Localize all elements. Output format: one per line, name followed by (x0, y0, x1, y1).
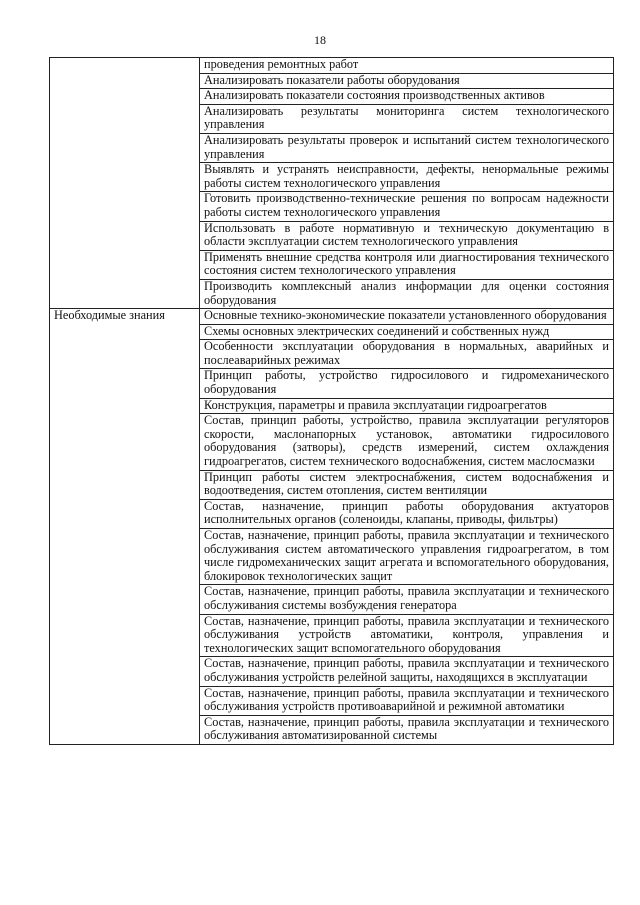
skill-cell: Анализировать результаты проверок и испытаний систем технологического управления (200, 133, 614, 162)
page-number: 18 (314, 33, 326, 47)
skill-cell: Анализировать показатели работы оборудования (200, 73, 614, 89)
knowledge-cell: Основные технико-экономические показатели установленного оборудования (200, 309, 614, 325)
knowledge-cell: Особенности эксплуатации оборудования в нормальных, аварийных и послеаварийных режимах (200, 340, 614, 369)
skills-label-cell (50, 58, 200, 309)
knowledge-cell: Состав, назначение, принцип работы, правила эксплуатации и технического обслуживания автоматизированной системы (200, 715, 614, 744)
skill-cell: Применять внешние средства контроля или диагностирования технического состояния систем технологического управления (200, 250, 614, 279)
knowledge-cell: Схемы основных электрических соединений и собственных нужд (200, 324, 614, 340)
knowledge-cell: Состав, назначение, принцип работы оборудования актуаторов исполнительных органов (соленоиды, клапаны, приводы, фильтры) (200, 499, 614, 528)
skill-cell: Готовить производственно-технические решения по вопросам надежности работы систем технологического управления (200, 192, 614, 221)
knowledge-cell: Конструкция, параметры и правила эксплуатации гидроагрегатов (200, 398, 614, 414)
knowledge-cell: Принцип работы, устройство гидросилового и гидромеханического оборудования (200, 369, 614, 398)
knowledge-cell: Состав, назначение, принцип работы, правила эксплуатации и технического обслуживания устройств противоаварийной и режимной автоматики (200, 686, 614, 715)
table-row (50, 58, 614, 74)
skill-cell: Использовать в работе нормативную и техническую документацию в области эксплуатации систем технологического управления (200, 221, 614, 250)
skill-cell: Анализировать показатели состояния производственных активов (200, 89, 614, 105)
table-row (50, 309, 614, 325)
knowledge-cell: Состав, назначение, принцип работы, правила эксплуатации и технического обслуживания системы возбуждения генератора (200, 585, 614, 614)
competency-table (49, 57, 614, 745)
skill-cell: Выявлять и устранять неисправности, дефекты, ненормальные режимы работы систем технологического управления (200, 163, 614, 192)
knowledge-label-cell: Необходимые знания (50, 309, 200, 745)
knowledge-cell: Состав, назначение, принцип работы, правила эксплуатации и технического обслуживания устройств релейной защиты, находящихся в эксплуатации (200, 657, 614, 686)
knowledge-cell: Состав, принцип работы, устройство, правила эксплуатации регуляторов скорости, маслонапорных установок, автоматики гидросилового оборудования (затворы), средств измерений, систем охлаждения гидроагрегатов, систем технического водоснабжения, систем маслосмазки (200, 414, 614, 470)
knowledge-cell: Состав, назначение, принцип работы, правила эксплуатации и технического обслуживания систем автоматического управления гидроагрегатом, в том числе гидромеханических защит агрегата и вспомогательного оборудования, блокировок технологических защит (200, 529, 614, 585)
knowledge-cell: Состав, назначение, принцип работы, правила эксплуатации и технического обслуживания устройств автоматики, контроля, управления и технологических защит вспомогательного оборудования (200, 614, 614, 657)
knowledge-cell: Принцип работы систем электроснабжения, систем водоснабжения и водоотведения, систем отопления, систем вентиляции (200, 470, 614, 499)
skill-cell: проведения ремонтных работ (200, 58, 614, 74)
skill-cell: Производить комплексный анализ информации для оценки состояния оборудования (200, 279, 614, 308)
skill-cell: Анализировать результаты мониторинга систем технологического управления (200, 104, 614, 133)
